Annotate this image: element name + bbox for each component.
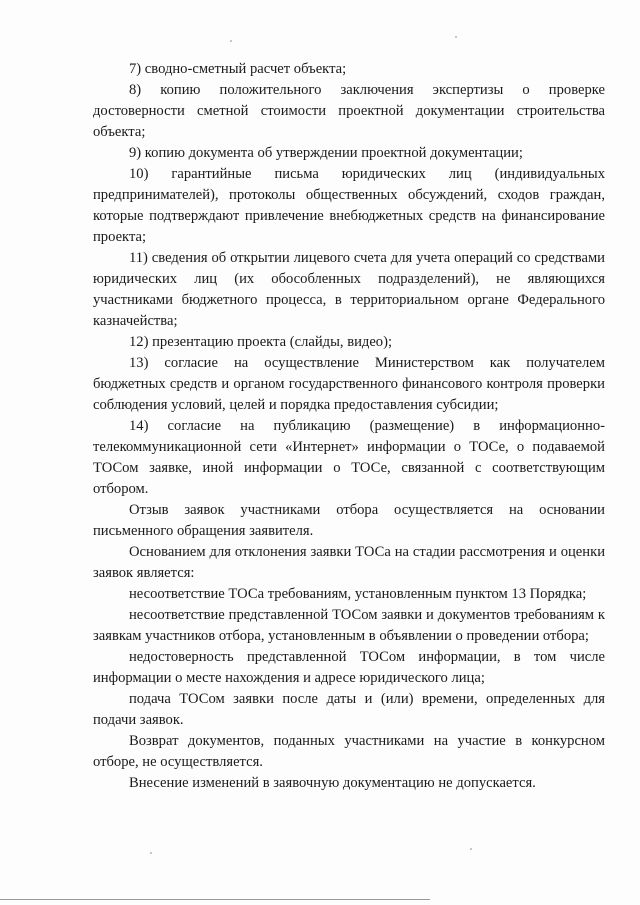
paragraph-rejection-grounds: Основанием для отклонения заявки ТОСа на стадии рассмотрения и оценки заявок является:	[93, 544, 605, 581]
paragraph-no-changes: Внесение изменений в заявочную документацию не допускается.	[129, 775, 536, 791]
paragraph-item-8: 8) копию положительного заключения экспертизы о проверке достоверности сметной стоимости проектной документации строительства объекта;	[93, 82, 605, 140]
scan-speck	[470, 848, 472, 850]
rejection-reason-2: несоответствие представленной ТОСом заявки и документов требованиям к заявкам участников отбора, установленным в объявлении о проведении отбора;	[93, 607, 605, 644]
paragraph-no-return: Возврат документов, поданных участниками на участие в конкурсном отборе, не осуществляется.	[93, 733, 605, 770]
paragraph-item-12: 12) презентацию проекта (слайды, видео);	[129, 334, 393, 350]
paragraph-item-9: 9) копию документа об утверждении проектной документации;	[129, 145, 523, 161]
scan-speck	[150, 852, 152, 854]
paragraph-item-13: 13) согласие на осуществление Министерством как получателем бюджетных средств и органом государственного финансового контроля проверки соблюдения условий, целей и порядка предоставления субсидии;	[93, 355, 605, 413]
paragraph-item-14: 14) согласие на публикацию (размещение) в информационно-телекоммуникационной сети «Интернет» информации о ТОСе, о подаваемой ТОСом заявке, иной информации о ТОСе, связанной с соответствующим отбором.	[93, 418, 605, 497]
paragraph-item-10: 10) гарантийные письма юридических лиц (индивидуальных предпринимателей), протоколы общественных обсуждений, сходов граждан, которые подтверждают привлечение внебюджетных средств на финансирование проекта;	[93, 166, 605, 245]
paragraph-withdrawal: Отзыв заявок участниками отбора осуществляется на основании письменного обращения заявителя.	[93, 502, 605, 539]
rejection-reason-4: подача ТОСом заявки после даты и (или) времени, определенных для подачи заявок.	[93, 691, 605, 728]
paragraph-item-11: 11) сведения об открытии лицевого счета для учета операций со средствами юридических лиц (их обособленных подразделений), не являющихся участниками бюджетного процесса, в территориальном органе Федерального казначейства;	[93, 250, 605, 329]
scan-speck	[230, 40, 232, 42]
scan-edge-line	[0, 899, 430, 900]
document-body	[93, 59, 605, 794]
rejection-reason-1: несоответствие ТОСа требованиям, установленным пунктом 13 Порядка;	[129, 586, 587, 602]
rejection-reason-3: недостоверность представленной ТОСом информации, в том числе информации о месте нахождения и адресе юридического лица;	[93, 649, 605, 686]
scan-speck	[455, 36, 457, 38]
paragraph-item-7: 7) сводно-сметный расчет объекта;	[129, 61, 347, 77]
